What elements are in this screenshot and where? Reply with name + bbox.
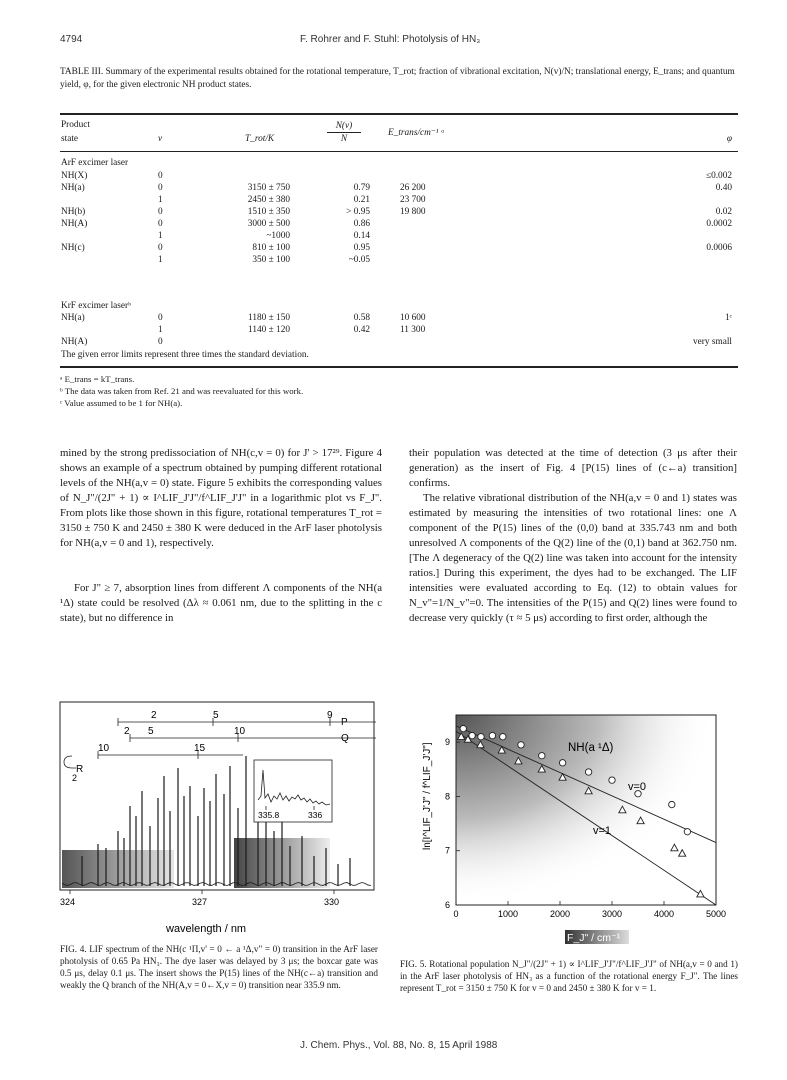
table-cell-trot: 1510 ± 350	[247, 207, 290, 217]
table-cell-trot: 2450 ± 380	[247, 195, 290, 205]
fig5-xlabel: F_J" / cm⁻¹	[567, 932, 621, 944]
col-header-phi: φ	[726, 134, 732, 144]
data-point-v0	[518, 742, 524, 748]
table-cell-v: 0	[158, 243, 163, 253]
footnote-b: ᵇ The data was taken from Ref. 21 and was reevaluated for this work.	[60, 386, 304, 396]
table-cell-v: 0	[158, 171, 163, 181]
fig5-xtick-label: 4000	[653, 909, 675, 919]
table-cell-phi: 0.40	[715, 183, 732, 193]
p-branch-label: P	[341, 717, 348, 728]
data-point-v0	[500, 734, 506, 740]
page-number: 4794	[60, 34, 83, 45]
table-cell-v: 1	[158, 195, 163, 205]
table-cell-state: NH(A)	[61, 219, 88, 229]
table-cell-nv: 0.95	[353, 243, 370, 253]
left-paragraph-2: For J" ≥ 7, absorption lines from different Λ components of the NH(a ¹Δ) state could be resolved (Δλ ≈ 0.061 nm, due to the splitting in the c state), but no difference in	[60, 582, 382, 624]
r-mark-15: 15	[194, 743, 206, 754]
table-cell-etrans: 26 200	[400, 183, 426, 193]
data-point-v0	[460, 725, 466, 731]
table-cell-state: NH(A)	[61, 337, 88, 347]
table-title: TABLE III. Summary of the experimental results obtained for the rotational temperature, T_rot; fraction of vibrational excitation, N(v)/N; translational energy, E_trans; and quantum yield, φ, for the given electronic NH product states.	[60, 67, 735, 90]
table-cell-nv: 0.79	[353, 183, 370, 193]
table-bottom-rule	[60, 366, 738, 368]
table-cell-nv: > 0.95	[346, 207, 370, 217]
fig5-xtick-label: 2000	[549, 909, 571, 919]
fig5-xtick-label: 1000	[497, 909, 519, 919]
fraction-bar	[327, 132, 361, 133]
table-cell-state: NH(a)	[61, 313, 85, 323]
col-header-product: Product	[61, 120, 90, 130]
fig4-xlabel: wavelength / nm	[166, 923, 247, 935]
fig5-ytick-label: 9	[444, 737, 450, 748]
table-cell-state: NH(c)	[61, 243, 85, 253]
r-branch-label: R	[76, 764, 84, 775]
table-cell-etrans: 23 700	[400, 195, 426, 205]
col-header-nv-num: N(v)	[335, 121, 353, 131]
data-point-v0	[609, 777, 615, 783]
fig5-annotation-state: NH(a ¹Δ)	[568, 742, 614, 754]
figure-5-plot	[400, 700, 738, 950]
col-header-etrans: E_trans/cm⁻¹ ᵃ	[388, 128, 445, 138]
figure-4-spectrum	[58, 700, 378, 938]
table-cell-nv: 0.86	[353, 219, 370, 229]
col-header-nv-den: N	[340, 134, 348, 144]
table-cell-trot: 3000 ± 500	[247, 219, 290, 229]
journal-footer: J. Chem. Phys., Vol. 88, No. 8, 15 April 1988	[300, 1040, 498, 1051]
fig4-xtick-330: 330	[324, 897, 340, 907]
fig4-xtick-324: 324	[60, 897, 76, 907]
table-cell-phi: ≤0.002	[705, 171, 732, 181]
col-header-v: v	[158, 134, 163, 144]
table-cell-nv: 0.58	[353, 313, 370, 323]
table-cell-v: 0	[158, 313, 163, 323]
fig5-ytick-label: 6	[444, 900, 450, 910]
table-cell-trot: 350 ± 100	[252, 255, 290, 265]
table-cell-state: NH(b)	[61, 207, 86, 217]
table-cell-trot: ~1000	[266, 231, 290, 241]
table-cell-state: NH(a)	[61, 183, 85, 193]
col-header-trot: T_rot/K	[245, 134, 275, 144]
data-point-v0	[684, 829, 690, 835]
q-mark-10: 10	[234, 726, 246, 737]
fig5-ytick-label: 8	[444, 791, 450, 802]
right-paragraph-2: The relative vibrational distribution of the NH(a,v = 0 and 1) states was estimated by measuring the intensities of two rotational lines: one Λ component of the P(15) lines of the (0,0) band at 335.743 nm and both unresolved Λ components of the Q(2) line of the (0,1) band at 362.750 nm. [The Λ degeneracy of the Q(2) line was taken into account for the intensity ratios.] During this experiment, the dyes had to be exchanged. The LIF intensities were evaluated according to Eq. (12) to obtain values for N_v"=1/N_v"=0. The intensities of the P(15) and Q(2) lines were found to decrease very quickly (τ ≈ 5 μs) according to first order, although the	[409, 492, 737, 624]
r-mark-2: 2	[72, 773, 78, 783]
footnote-c: ᶜ Value assumed to be 1 for NH(a).	[60, 398, 183, 408]
fig5-ytick-label: 7	[444, 845, 450, 856]
table-cell-v: 0	[158, 219, 163, 229]
running-title: F. Rohrer and F. Stuhl: Photolysis of HN₃	[300, 34, 481, 45]
data-point-v0	[539, 753, 545, 759]
p-mark-5: 5	[213, 710, 219, 721]
fig5-xtick-label: 5000	[705, 909, 727, 919]
fig5-caption: FIG. 5. Rotational population N_J"/(2J" + 1) ∝ I^LIF_J'J"/f^LIF_J'J" of NH(a,v = 0 and 1) in the ArF laser photolysis of HN₃ as a function of the rotational energy F_J". The lines represent T_rot = 3150 ± 750 K for v = 0 and 2450 ± 380 K for v = 1.	[400, 959, 738, 993]
table-cell-nv: 0.42	[353, 325, 370, 335]
table-cell-state: NH(X)	[61, 171, 88, 181]
table-cell-phi: very small	[693, 337, 732, 347]
table-cell-v: 1	[158, 255, 163, 265]
data-point-v0	[469, 732, 475, 738]
data-point-v0	[489, 732, 495, 738]
fig5-annotation-v1: v=1	[593, 825, 612, 837]
r-mark-10: 10	[98, 743, 110, 754]
q-branch-label: Q	[341, 733, 349, 744]
table-cell-v: 0	[158, 337, 163, 347]
data-point-v0	[478, 734, 484, 740]
fig4-xtick-327: 327	[192, 897, 208, 907]
p-mark-2: 2	[151, 710, 157, 721]
table-cell-v: 0	[158, 183, 163, 193]
fig5-ylabel: ln[I^LIF_J'J" / f^LIF_J'J"]	[422, 742, 433, 850]
table-header-rule	[60, 151, 738, 152]
p-mark-9: 9	[327, 710, 333, 721]
table-cell-phi: 0.02	[715, 207, 732, 217]
data-point-v0	[585, 769, 591, 775]
table-cell-phi: 0.0006	[706, 243, 732, 253]
table-cell-etrans: 19 800	[400, 207, 426, 217]
q-mark-5: 5	[148, 726, 154, 737]
table-cell-nv: 0.14	[353, 231, 370, 241]
table-cell-trot: 1180 ± 150	[248, 313, 290, 323]
col-header-state: state	[61, 134, 79, 144]
table-cell-etrans: 11 300	[400, 325, 426, 335]
table-cell-phi: 1ᶜ	[724, 313, 732, 323]
table-note: The given error limits represent three times the standard deviation.	[61, 350, 309, 360]
section-krf: KrF excimer laserᵇ	[61, 301, 131, 311]
inset-tick-336: 336	[308, 810, 323, 820]
fig4-caption: FIG. 4. LIF spectrum of the NH(c ¹Π,v' = 0 ← a ¹Δ,v" = 0) transition in the ArF laser photolysis of 0.65 Pa HN₃. The dye laser was delayed by 3 μs; the boxcar gate was 0.5 μs, delay 0.1 μs. The insert shows the P(15) lines of the NH(c←a) transition and weakly the Q branch of the NH(A,v = 0←X,v = 0) transition near 335.9 nm.	[60, 944, 378, 990]
left-paragraph-1: mined by the strong predissociation of NH(c,v = 0) for J' > 17²⁹. Figure 4 shows an example of a spectrum obtained by pumping different rotational levels of the NH(a,v = 0) state. Figure 5 exhibits the corresponding values of N_J"/(2J" + 1) ∝ I^LIF_J'J"/f^LIF_J'J" in a logarithmic plot vs F_J". From plots like those shown in this figure, rotational temperatures T_rot = 3150 ± 750 K and 2450 ± 380 K were deduced in the ArF laser photolysis for NH(a,v = 0 and 1), respectively.	[60, 447, 382, 549]
fig5-xtick-label: 3000	[601, 909, 623, 919]
data-point-v0	[559, 760, 565, 766]
table-cell-nv: ~0.05	[348, 255, 370, 265]
footnote-a: ᵃ E_trans = kT_trans.	[60, 374, 135, 384]
table-cell-etrans: 10 600	[400, 313, 426, 323]
inset-tick-335-8: 335.8	[258, 810, 280, 820]
right-paragraph-1: their population was detected at the time of detection (3 μs after their generation) as the insert of Fig. 4 [P(15) lines of (c←a) transition] confirms.	[409, 447, 737, 489]
table-cell-v: 0	[158, 207, 163, 217]
data-point-v0	[669, 801, 675, 807]
table-top-rule	[60, 113, 738, 115]
table-cell-trot: 810 ± 100	[252, 243, 290, 253]
q-mark-2: 2	[124, 726, 130, 737]
table-cell-trot: 3150 ± 750	[247, 183, 290, 193]
table-cell-v: 1	[158, 325, 163, 335]
table-cell-trot: 1140 ± 120	[248, 325, 290, 335]
fig5-annotation-v0: v=0	[628, 781, 647, 793]
table-cell-phi: 0.0002	[706, 219, 732, 229]
table-cell-v: 1	[158, 231, 163, 241]
section-arf: ArF excimer laser	[61, 158, 129, 168]
fig5-xtick-label: 0	[453, 909, 459, 919]
table-cell-nv: 0.21	[353, 195, 370, 205]
